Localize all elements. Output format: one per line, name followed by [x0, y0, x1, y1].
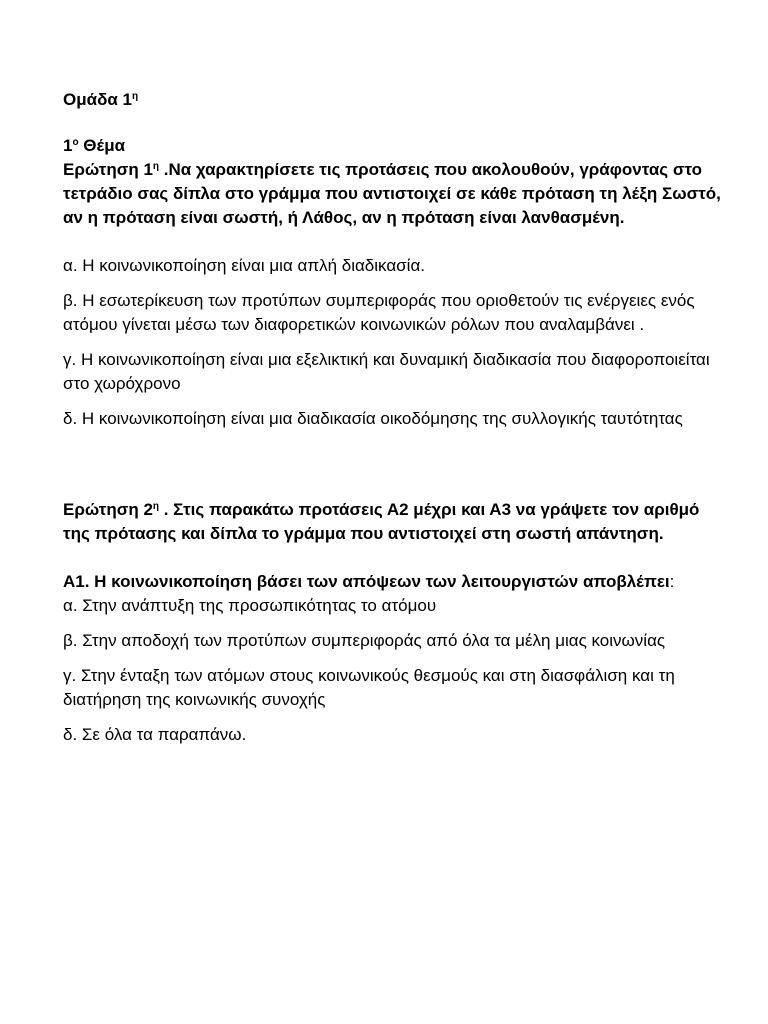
group-title [63, 88, 723, 112]
spacer [63, 546, 723, 570]
question2-a1-stem [63, 570, 723, 594]
topic-number: 1 [63, 136, 73, 155]
question2-a1-colon: : [669, 572, 675, 591]
question2-text: . Στις παρακάτω προτάσεις Α2 μέχρι και Α3 να γράψετε τον αριθμό της πρότασης και δίπλα το γράμμα που αντιστοιχεί στη σωστή απάντηση. [63, 500, 700, 543]
question1-superscript: η [152, 161, 160, 172]
question2-item-d: δ. Σε όλα τα παραπάνω. [63, 725, 247, 744]
question2-item-a: α. Στην ανάπτυξη της προσωπικότητας το ατόμου [63, 596, 437, 615]
document-page [63, 88, 723, 758]
question2-item-b: β. Στην αποδοχή των προτύπων συμπεριφοράς από όλα τα μέλη μιας κοινωνίας [63, 631, 666, 650]
topic-title [63, 134, 723, 158]
question1-text: .Να χαρακτηρίσετε τις προτάσεις που ακολουθούν, γράφοντας στο τετράδιο σας δίπλα στο γράμμα που αντιστοιχεί σε κάθε πρόταση τη λέξη Σωστό, αν η πρόταση είναι σωστή, ή Λάθος, αν η πρόταση είναι λανθασμένη. [63, 160, 721, 227]
question1-item-b: β. Η εσωτερίκευση των προτύπων συμπεριφοράς που οριοθετούν τις ενέργειες ενός ατόμου γίνεται μέσω των διαφορετικών κοινωνικών ρόλων που αναλαμβάνει . [63, 291, 695, 334]
question2-heading [63, 498, 723, 546]
topic-superscript: ο [72, 137, 79, 148]
question1-heading [63, 158, 723, 230]
question1-item-d: δ. Η κοινωνικοποίηση είναι μια διαδικασία οικοδόμησης της συλλογικής ταυτότητας [63, 409, 683, 428]
question2-a1-stem-text: Α1. Η κοινωνικοποίηση βάσει των απόψεων των λειτουργιστών αποβλέπει [63, 572, 670, 591]
question1-item-c: γ. Η κοινωνικοποίηση είναι μια εξελικτική και δυναμική διαδικασία που διαφοροποιείται στο χωρόχρονο [63, 350, 710, 393]
question2-label: Ερώτηση 2 [63, 500, 153, 519]
group-title-superscript: η [132, 91, 139, 102]
topic-word: Θέμα [78, 136, 126, 155]
spacer [63, 442, 723, 498]
question2-superscript: η [152, 501, 160, 512]
spacer [63, 230, 723, 254]
question1-item-a: α. Η κοινωνικοποίηση είναι μια απλή διαδικασία. [63, 256, 425, 275]
question2-item-c: γ. Στην ένταξη των ατόμων στους κοινωνικούς θεσμούς και στη διασφάλιση και τη διατήρηση της κοινωνικής συνοχής [63, 666, 675, 709]
question1-label: Ερώτηση 1 [63, 160, 153, 179]
group-title-text: Ομάδα 1 [63, 90, 133, 109]
